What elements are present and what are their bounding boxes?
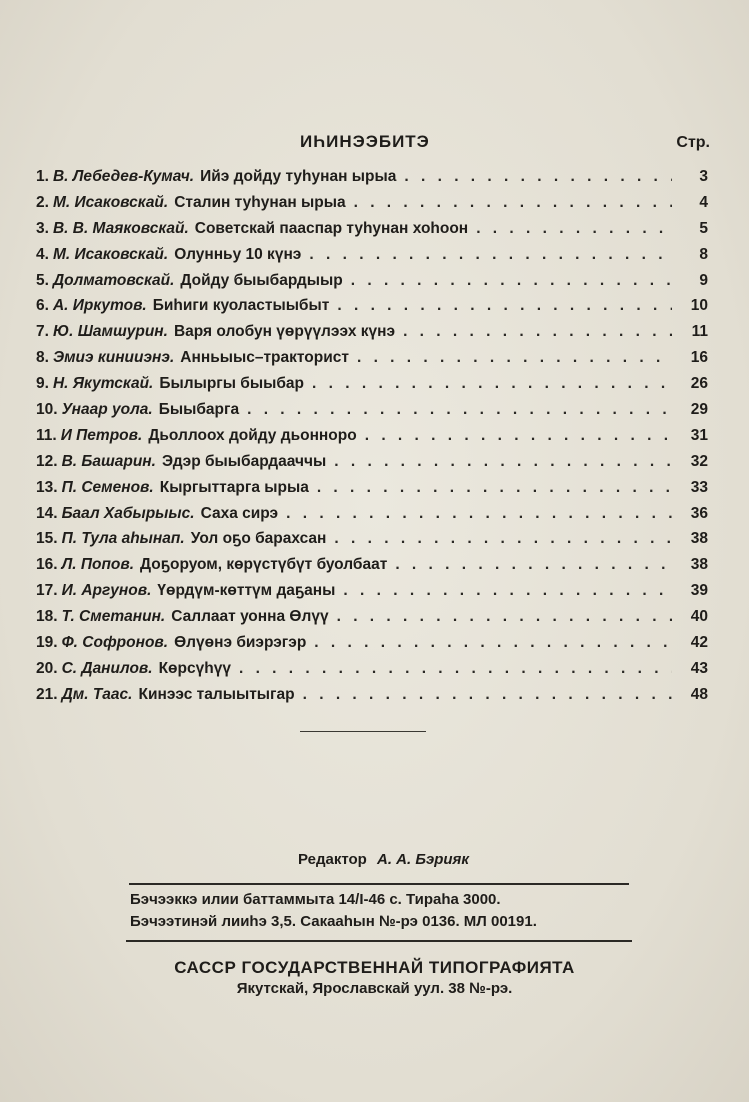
- toc-entry-author: С. Данилов.: [61, 659, 153, 677]
- toc-entry-title: Биһиги куоластыыбыт: [152, 297, 330, 315]
- toc-entry-title: Варя олобун үөрүүлээх күнэ: [173, 323, 396, 341]
- toc-entry: [36, 453, 708, 479]
- toc-leader-dots: [334, 453, 672, 471]
- toc-leader-dots: [309, 246, 672, 264]
- toc-leader-dots: [317, 479, 672, 497]
- toc-entry-number: 20.: [36, 659, 58, 677]
- toc-leader-dots: [334, 530, 672, 548]
- toc-entry-author: М. Исаковскай.: [52, 245, 169, 263]
- toc-entry-page: 10: [690, 297, 708, 315]
- toc-entry: [36, 401, 708, 427]
- toc-entry-page: 31: [690, 426, 708, 444]
- toc-entry: [36, 660, 708, 686]
- toc-entry-author: Дм. Таас.: [61, 685, 133, 703]
- toc-entry-number: 5.: [36, 271, 49, 289]
- toc-entry-title: Дойду быыбардыыр: [180, 271, 343, 289]
- toc-entry: [36, 634, 708, 660]
- toc-entry-author: Л. Попов.: [61, 556, 135, 574]
- toc-entry: [36, 505, 708, 531]
- toc-leader-dots: [357, 349, 672, 367]
- toc-entry-author: Ф. Софронов.: [61, 634, 169, 652]
- toc-leader-dots: [286, 505, 672, 523]
- toc-entry: [36, 272, 708, 298]
- editor-line: [298, 851, 469, 868]
- toc-entry-page: 38: [690, 556, 708, 574]
- toc-entry-page: 48: [690, 685, 708, 703]
- toc-entry-number: 10.: [36, 401, 58, 419]
- toc-leader-dots: [247, 401, 672, 419]
- toc-entry-title: Кинээс талыытыгар: [138, 685, 295, 703]
- toc-leader-dots: [303, 686, 672, 704]
- toc-leader-dots: [314, 634, 672, 652]
- imprint-bottom-rule: [126, 940, 632, 942]
- toc-entry-number: 18.: [36, 608, 58, 626]
- table-of-contents: [36, 168, 708, 712]
- toc-entry-page: 38: [690, 530, 708, 548]
- toc-entry-page: 26: [690, 375, 708, 393]
- toc-entry-title: Олунньу 10 күнэ: [174, 245, 302, 263]
- toc-entry-author: И Петров.: [60, 426, 143, 444]
- toc-entry-page: 43: [690, 659, 708, 677]
- toc-entry: [36, 194, 708, 220]
- toc-leader-dots: [354, 194, 672, 212]
- toc-leader-dots: [312, 375, 672, 393]
- toc-leader-dots: [476, 220, 672, 238]
- printer-name: САССР ГОСУДАРСТВЕННАЙ ТИПОГРАФИЯТА: [174, 958, 575, 977]
- toc-entry-page: 11: [691, 323, 708, 341]
- toc-entry-title: Ийэ дойду туһунан ырыа: [200, 168, 397, 185]
- toc-entry-number: 21.: [36, 685, 58, 703]
- toc-leader-dots: [337, 608, 672, 626]
- toc-leader-dots: [395, 556, 672, 574]
- toc-entry-title: Анньыыс–тракторист: [180, 349, 349, 367]
- toc-entry-number: 3.: [36, 219, 49, 237]
- printer-address: Якутскай, Ярославскай уул. 38 №-рэ.: [236, 980, 513, 997]
- editor-label: Редактор: [298, 851, 367, 868]
- toc-entry-title: Көрсүһүү: [158, 659, 231, 677]
- toc-entry-number: 9.: [36, 375, 49, 393]
- toc-entry-page: 9: [699, 271, 708, 289]
- toc-entry-author: Баал Хабырыыс.: [61, 504, 195, 522]
- toc-heading-row: [30, 132, 710, 158]
- printer-block: [0, 958, 749, 997]
- toc-entry-title: Советскай пааспар туһунан хоһоон: [194, 219, 469, 237]
- toc-entry-author: Н. Якутскай.: [52, 375, 154, 393]
- toc-entry: [36, 349, 708, 375]
- toc-entry-page: 8: [699, 245, 708, 263]
- editor-name: А. А. Бэрияк: [377, 851, 469, 868]
- imprint-top-rule: [129, 883, 629, 885]
- toc-entry-title: Сталин туһунан ырыа: [174, 193, 346, 211]
- toc-entry: [36, 375, 708, 401]
- toc-entry-author: В. В. Маяковскай.: [52, 219, 189, 237]
- toc-entry-number: 12.: [36, 452, 58, 470]
- section-divider: [300, 731, 426, 732]
- toc-entry-page: 29: [690, 401, 708, 419]
- pages-column-label: Стр.: [676, 134, 710, 151]
- toc-entry-number: 4.: [36, 245, 49, 263]
- toc-entry: [36, 297, 708, 323]
- toc-entry: [36, 323, 708, 349]
- toc-entry-title: Саха сирэ: [200, 504, 279, 522]
- toc-entry-number: 2.: [36, 193, 49, 211]
- toc-entry-page: 42: [690, 634, 708, 652]
- toc-entry-author: Ю. Шамшурин.: [52, 323, 168, 341]
- toc-entry-number: 13.: [36, 478, 58, 496]
- toc-entry-title: Быыбарга: [158, 401, 240, 419]
- toc-entry-number: 6.: [36, 297, 49, 315]
- toc-entry-author: Долматовскай.: [52, 271, 175, 289]
- toc-entry: [36, 427, 708, 453]
- toc-entry-page: 5: [699, 219, 708, 237]
- imprint-line-2: Бэчээтинэй лииһэ 3,5. Сакааһын №-рэ 0136. МЛ 00191.: [130, 913, 537, 930]
- toc-entry-number: 15.: [36, 530, 58, 548]
- toc-entry-page: 33: [690, 478, 708, 496]
- toc-entry-title: Эдэр быыбардааччы: [161, 452, 327, 470]
- toc-entry-number: 19.: [36, 634, 58, 652]
- toc-leader-dots: [239, 660, 672, 678]
- toc-entry-page: 39: [690, 582, 708, 600]
- toc-entry-number: 7.: [36, 323, 49, 341]
- toc-entry-title: Доҕоруом, көрүстүбүт буолбаат: [140, 556, 388, 574]
- toc-entry: [36, 479, 708, 505]
- toc-entry-number: 11.: [36, 426, 57, 444]
- toc-entry-title: Уол оҕо барахсан: [190, 530, 327, 548]
- toc-leader-dots: [343, 582, 672, 600]
- toc-leader-dots: [337, 297, 672, 315]
- toc-entry-number: 14.: [36, 504, 58, 522]
- toc-entry-page: 3: [699, 168, 708, 185]
- toc-entry-number: 1.: [36, 168, 49, 185]
- toc-entry: [36, 168, 708, 194]
- toc-title: ИҺИНЭЭБИТЭ: [300, 132, 430, 151]
- imprint-block: [130, 889, 630, 933]
- toc-entry: [36, 608, 708, 634]
- toc-entry-title: Дьоллоох дойду дьонноро: [148, 426, 357, 444]
- toc-entry-author: П. Семенов.: [61, 478, 154, 496]
- toc-entry: [36, 220, 708, 246]
- toc-entry-author: И. Аргунов.: [61, 582, 152, 600]
- toc-entry-author: Т. Сметанин.: [61, 608, 166, 626]
- toc-entry-author: П. Тула аһынап.: [61, 530, 185, 548]
- toc-entry-title: Үөрдүм-көттүм даҕаны: [157, 582, 336, 600]
- toc-entry-number: 16.: [36, 556, 58, 574]
- toc-entry: [36, 582, 708, 608]
- toc-entry: [36, 246, 708, 272]
- toc-entry-title: Өлүөнэ биэрэгэр: [174, 634, 307, 652]
- toc-leader-dots: [403, 323, 672, 341]
- toc-entry-page: 40: [690, 608, 708, 626]
- toc-entry-author: Эмиэ кинииэнэ.: [52, 349, 175, 367]
- toc-entry-page: 16: [690, 349, 708, 367]
- toc-entry-author: В. Лебедев-Кумач.: [52, 168, 195, 185]
- toc-entry-page: 4: [699, 193, 708, 211]
- toc-entry-title: Саллаат уонна Өлүү: [171, 608, 329, 626]
- toc-entry-page: 32: [690, 452, 708, 470]
- toc-entry-author: М. Исаковскай.: [52, 193, 169, 211]
- toc-entry-author: А. Иркутов.: [52, 297, 147, 315]
- toc-entry-title: Кыргыттарга ырыа: [159, 478, 309, 496]
- toc-entry: [36, 686, 708, 712]
- imprint-line-1: Бэчээккэ илии баттаммыта 14/I-46 с. Тираһа 3000.: [130, 891, 501, 908]
- toc-leader-dots: [404, 168, 672, 186]
- toc-entry: [36, 530, 708, 556]
- toc-entry-author: Унаар уола.: [61, 401, 153, 419]
- toc-entry-title: Былыргы быыбар: [159, 375, 304, 393]
- toc-leader-dots: [351, 272, 672, 290]
- toc-entry-number: 8.: [36, 349, 49, 367]
- toc-entry-page: 36: [690, 504, 708, 522]
- toc-entry-number: 17.: [36, 582, 58, 600]
- toc-entry-author: В. Башарин.: [61, 452, 156, 470]
- toc-entry: [36, 556, 708, 582]
- toc-leader-dots: [365, 427, 672, 445]
